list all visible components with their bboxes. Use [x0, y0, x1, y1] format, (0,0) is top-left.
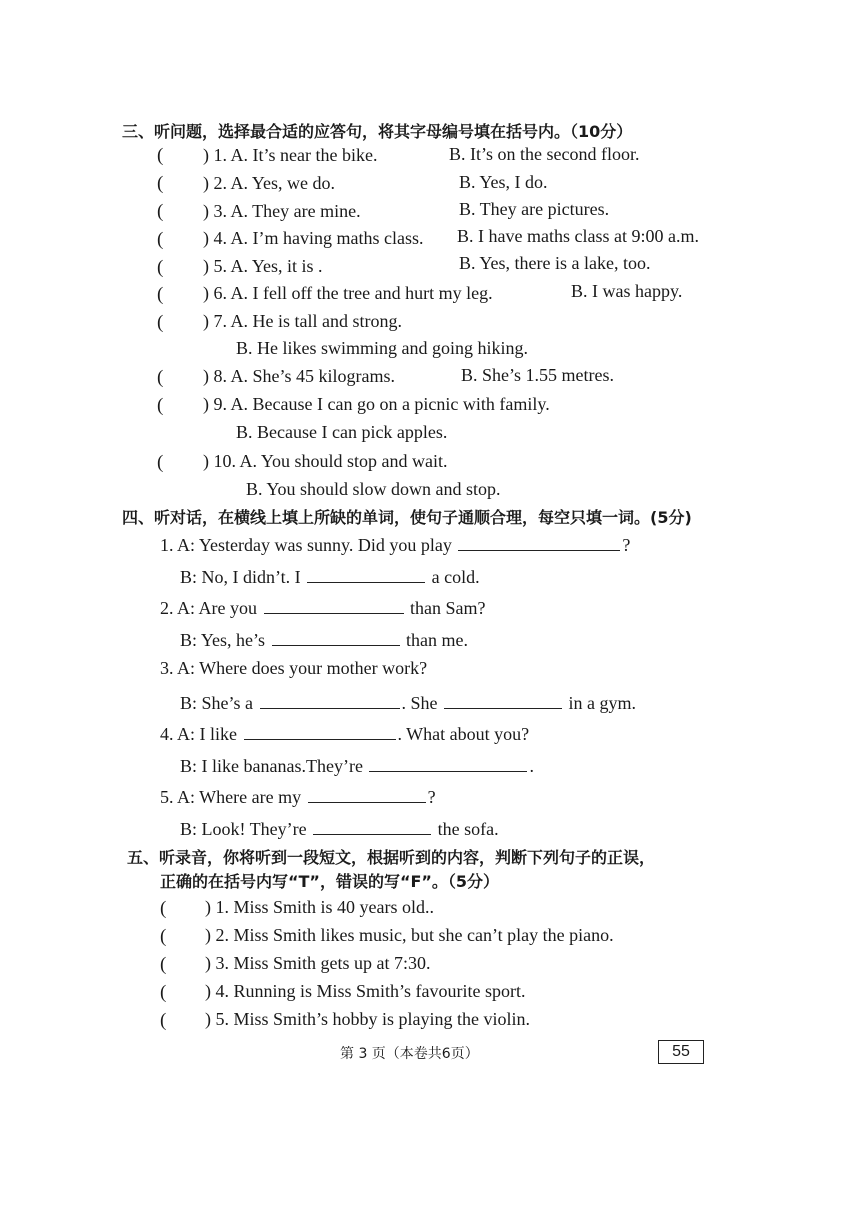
tf-item-4: ) 4. Running is Miss Smith’s favourite sport. [205, 981, 526, 1001]
dialogue-text: 4. A: I like [160, 724, 237, 744]
answer-paren[interactable]: ( [160, 926, 167, 947]
dialogue-text: . She [401, 693, 438, 713]
dialogue-text: 5. A: Where are my [160, 787, 302, 807]
page-number-box: 55 [658, 1040, 704, 1064]
question-item-7-a: ) 7. A. He is tall and strong. [203, 311, 402, 331]
answer-blank[interactable] [444, 690, 562, 709]
page-footer-text: 第 3 页（本卷共6页） [340, 1046, 479, 1062]
answer-blank[interactable] [307, 564, 425, 583]
question-item-6-b: B. I was happy. [571, 281, 683, 301]
answer-paren[interactable]: ( [157, 229, 164, 250]
dialogue-1-b [180, 564, 480, 588]
answer-blank[interactable] [308, 784, 426, 803]
dialogue-text: a cold. [431, 567, 480, 587]
dialogue-text: B: Look! They’re [180, 819, 307, 839]
answer-paren[interactable]: ( [157, 395, 164, 416]
dialogue-text: B: She’s a [180, 693, 254, 713]
dialogue-5-a [160, 784, 436, 808]
answer-blank[interactable] [369, 753, 527, 772]
answer-paren[interactable]: ( [157, 257, 164, 278]
answer-paren[interactable]: ( [157, 145, 164, 166]
dialogue-2-b [180, 627, 468, 651]
dialogue-text: . [529, 756, 534, 776]
tf-item-1: ) 1. Miss Smith is 40 years old.. [205, 897, 435, 917]
answer-blank[interactable] [264, 595, 404, 614]
question-item-2-a: ) 2. A. Yes, we do. [203, 173, 336, 193]
answer-blank[interactable] [458, 532, 620, 551]
section5-title-line2: 正确的在括号内写“T”，错误的写“F”。（5分） [160, 872, 500, 891]
question-item-3-b: B. They are pictures. [459, 199, 610, 219]
answer-blank[interactable] [313, 816, 431, 835]
question-item-8-b: B. She’s 1.55 metres. [461, 365, 614, 385]
question-item-10-b: B. You should slow down and stop. [246, 479, 501, 499]
dialogue-text: the sofa. [437, 819, 499, 839]
dialogue-1-a [160, 532, 630, 556]
answer-blank[interactable] [272, 627, 400, 646]
dialogue-4-a [160, 721, 529, 745]
answer-paren[interactable]: ( [160, 982, 167, 1003]
answer-paren[interactable]: ( [157, 367, 164, 388]
question-item-7-b: B. He likes swimming and going hiking. [236, 338, 528, 358]
dialogue-3-b [180, 690, 636, 714]
dialogue-text: ? [427, 787, 436, 807]
dialogue-text: 3. A: Where does your mother work? [160, 658, 428, 678]
tf-item-3: ) 3. Miss Smith gets up at 7:30. [205, 953, 431, 973]
question-item-2-b: B. Yes, I do. [459, 172, 548, 192]
answer-paren[interactable]: ( [160, 1010, 167, 1031]
question-item-8-a: ) 8. A. She’s 45 kilograms. [203, 366, 395, 386]
answer-paren[interactable]: ( [157, 284, 164, 305]
question-item-4-b: B. I have maths class at 9:00 a.m. [457, 226, 699, 246]
answer-blank[interactable] [260, 690, 400, 709]
dialogue-text: than Sam? [410, 598, 486, 618]
dialogue-text: than me. [406, 630, 469, 650]
question-item-1-a: ) 1. A. It’s near the bike. [203, 145, 378, 165]
section4-title: 四、听对话，在横线上填上所缺的单词，使句子通顺合理，每空只填一词。(5分) [122, 508, 692, 527]
dialogue-text: B: Yes, he’s [180, 630, 266, 650]
answer-paren[interactable]: ( [160, 898, 167, 919]
answer-paren[interactable]: ( [157, 173, 164, 194]
dialogue-text: B: No, I didn’t. I [180, 567, 301, 587]
question-item-3-a: ) 3. A. They are mine. [203, 201, 361, 221]
dialogue-3-a [160, 658, 427, 679]
answer-blank[interactable] [244, 721, 396, 740]
question-item-10-a: ) 10. A. You should stop and wait. [203, 451, 448, 471]
dialogue-text: in a gym. [568, 693, 637, 713]
question-item-1-b: B. It’s on the second floor. [449, 144, 640, 164]
question-item-9-b: B. Because I can pick apples. [236, 422, 448, 442]
dialogue-4-b [180, 753, 534, 777]
tf-item-2: ) 2. Miss Smith likes music, but she can’t play the piano. [205, 925, 614, 945]
answer-paren[interactable]: ( [157, 452, 164, 473]
section5-title-line1: 五、听录音，你将听到一段短文，根据听到的内容，判断下列句子的正误， [127, 848, 656, 867]
answer-paren[interactable]: ( [160, 954, 167, 975]
question-item-9-a: ) 9. A. Because I can go on a picnic with family. [203, 394, 550, 414]
answer-paren[interactable]: ( [157, 201, 164, 222]
dialogue-5-b [180, 816, 499, 840]
question-item-5-a: ) 5. A. Yes, it is . [203, 256, 323, 276]
question-item-4-a: ) 4. A. I’m having maths class. [203, 228, 424, 248]
dialogue-text: B: I like bananas.They’re [180, 756, 363, 776]
answer-paren[interactable]: ( [157, 312, 164, 333]
dialogue-text: 1. A: Yesterday was sunny. Did you play [160, 535, 452, 555]
dialogue-text: . What about you? [397, 724, 530, 744]
question-item-6-a: ) 6. A. I fell off the tree and hurt my leg. [203, 283, 493, 303]
dialogue-text: ? [622, 535, 631, 555]
dialogue-text: 2. A: Are you [160, 598, 257, 618]
question-item-5-b: B. Yes, there is a lake, too. [459, 253, 651, 273]
tf-item-5: ) 5. Miss Smith’s hobby is playing the violin. [205, 1009, 531, 1029]
section3-title: 三、听问题，选择最合适的应答句，将其字母编号填在括号内。（10分） [122, 122, 633, 141]
dialogue-2-a [160, 595, 485, 619]
